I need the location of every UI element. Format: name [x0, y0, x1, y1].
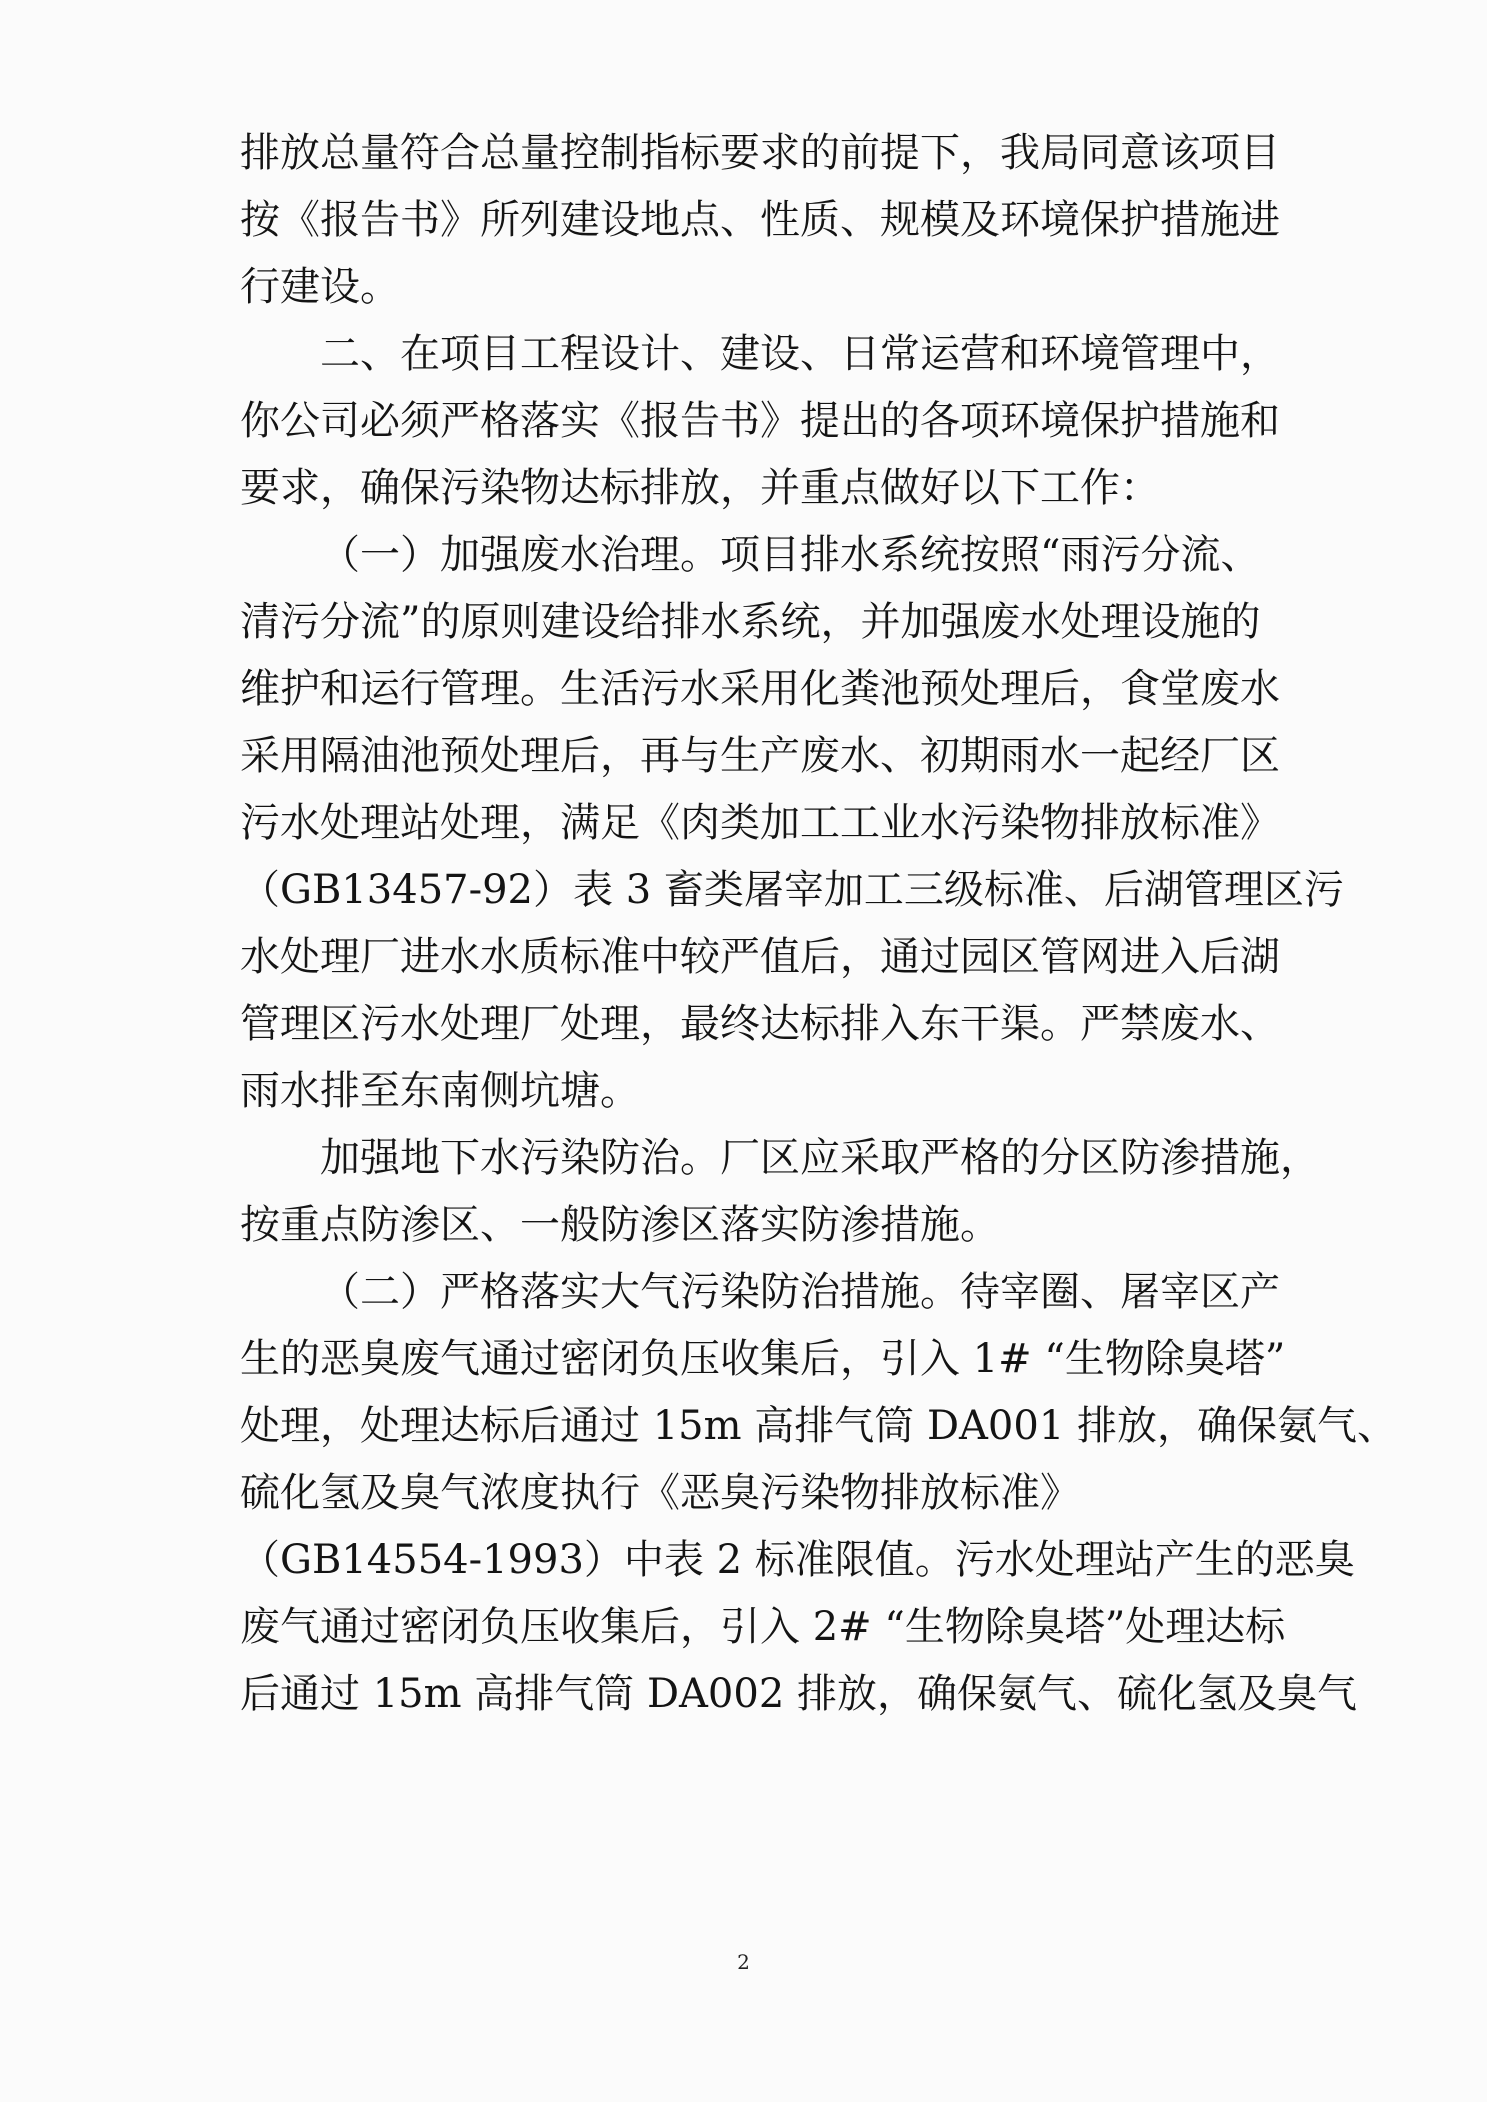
- text-line: 按《报告书》所列建设地点、性质、规模及环境保护措施进: [240, 197, 1280, 243]
- text-line: （二）严格落实大气污染防治措施。待宰圈、屠宰区产: [320, 1269, 1280, 1315]
- text-line: 二、在项目工程设计、建设、日常运营和环境管理中，: [320, 331, 1280, 377]
- text-line: （一）加强废水治理。项目排水系统按照“雨污分流、: [320, 532, 1261, 578]
- text-line: 清污分流”的原则建设给排水系统，并加强废水处理设施的: [240, 599, 1261, 645]
- text-line: （GB13457-92）表 3 畜类屠宰加工三级标准、后湖管理区污: [240, 867, 1344, 913]
- text-line: （GB14554-1993）中表 2 标准限值。污水处理站产生的恶臭: [240, 1537, 1355, 1583]
- text-line: 你公司必须严格落实《报告书》提出的各项环境保护措施和: [240, 398, 1280, 444]
- text-line: 污水处理站处理，满足《肉类加工工业水污染物排放标准》: [240, 800, 1280, 846]
- text-line: 后通过 15m 高排气筒 DA002 排放，确保氨气、硫化氢及臭气: [240, 1671, 1357, 1717]
- text-line: 水处理厂进水水质标准中较严值后，通过园区管网进入后湖: [240, 934, 1280, 980]
- text-line: 雨水排至东南侧坑塘。: [240, 1068, 640, 1114]
- text-line: 行建设。: [240, 264, 400, 310]
- text-line: 管理区污水处理厂处理，最终达标排入东干渠。严禁废水、: [240, 1001, 1280, 1047]
- page-number: 2: [737, 1950, 750, 1974]
- text-line: 排放总量符合总量控制指标要求的前提下，我局同意该项目: [240, 130, 1280, 176]
- text-line: 维护和运行管理。生活污水采用化粪池预处理后，食堂废水: [240, 666, 1280, 712]
- text-line: 废气通过密闭负压收集后，引入 2# “生物除臭塔”处理达标: [240, 1604, 1286, 1650]
- text-line: 硫化氢及臭气浓度执行《恶臭污染物排放标准》: [240, 1470, 1080, 1516]
- text-line: 加强地下水污染防治。厂区应采取严格的分区防渗措施，: [320, 1135, 1320, 1181]
- text-line: 生的恶臭废气通过密闭负压收集后，引入 1# “生物除臭塔”: [240, 1336, 1286, 1382]
- text-line: 按重点防渗区、一般防渗区落实防渗措施。: [240, 1202, 1000, 1248]
- text-line: 要求，确保污染物达标排放，并重点做好以下工作：: [240, 465, 1160, 511]
- text-line: 采用隔油池预处理后，再与生产废水、初期雨水一起经厂区: [240, 733, 1280, 779]
- text-line: 处理，处理达标后通过 15m 高排气筒 DA001 排放，确保氨气、: [240, 1403, 1397, 1449]
